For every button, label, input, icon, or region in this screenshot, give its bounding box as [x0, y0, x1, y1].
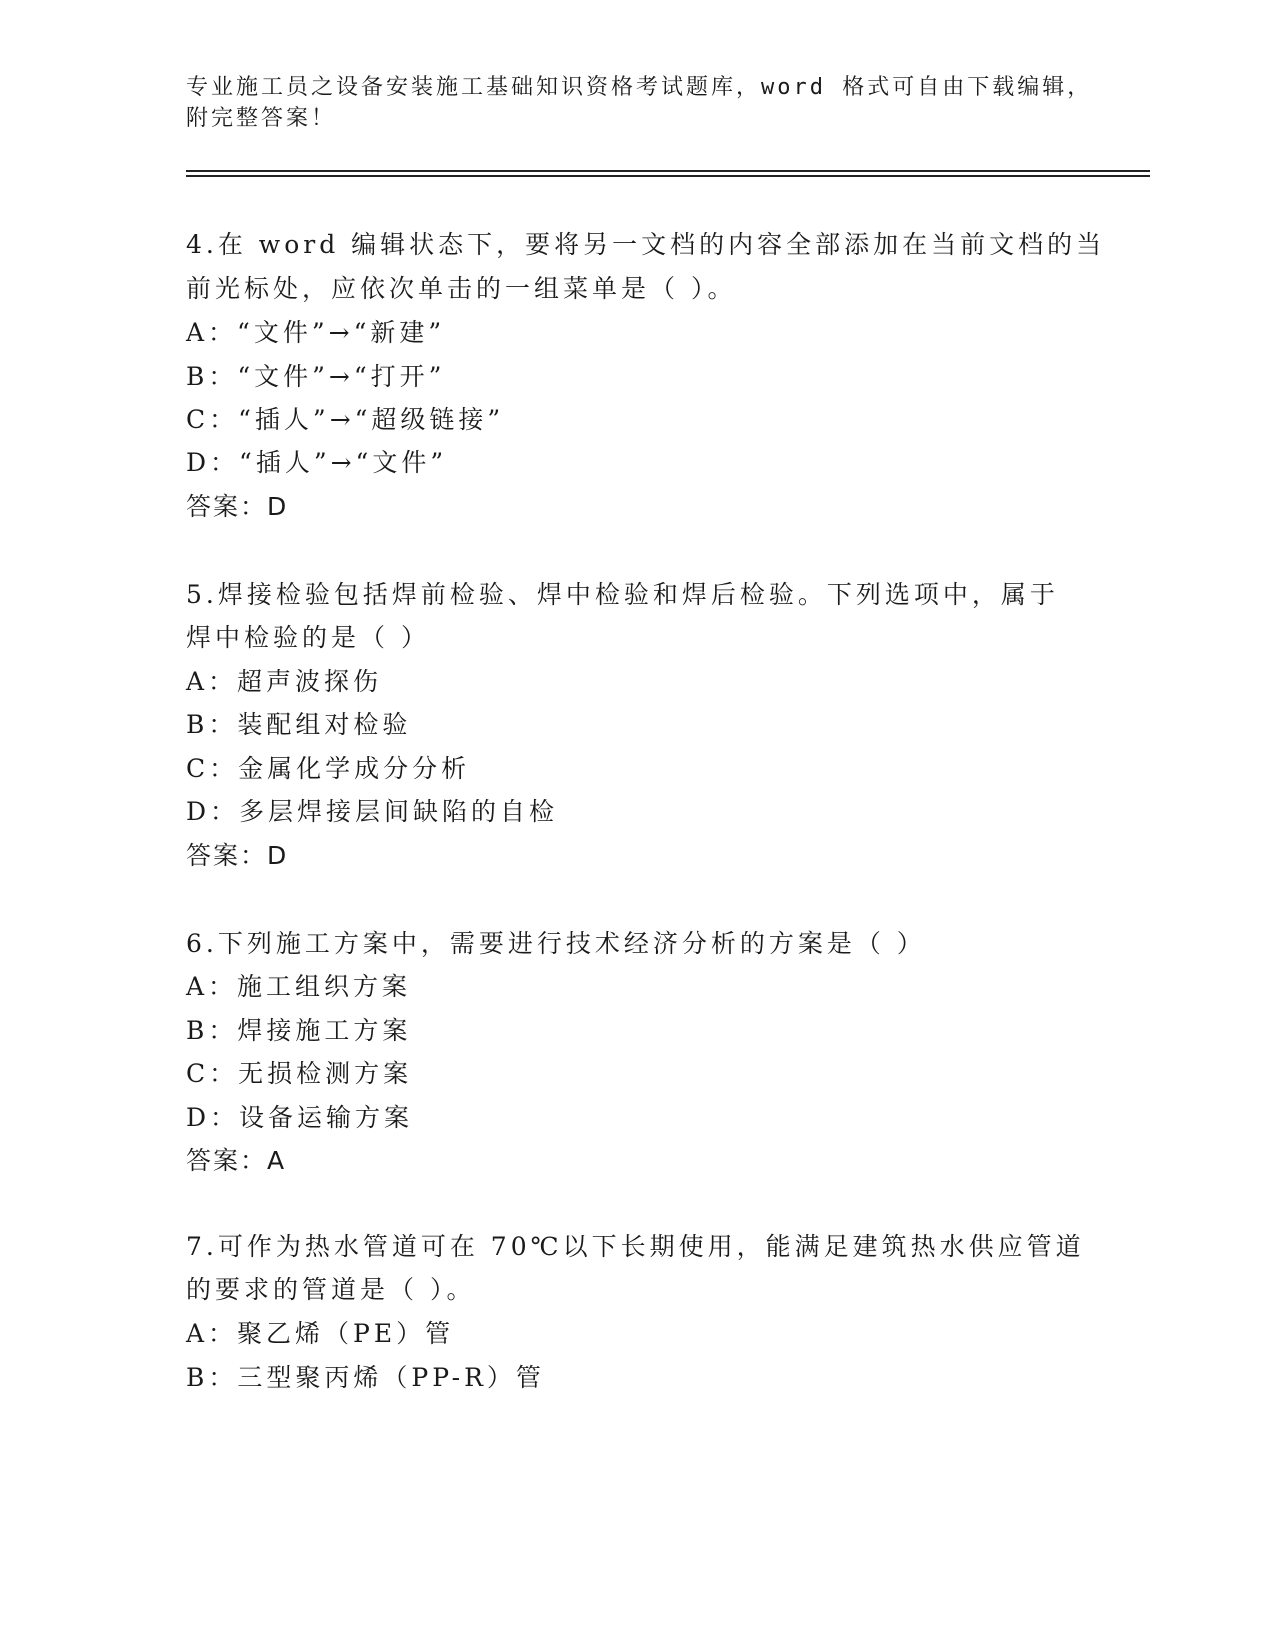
option-a: A：超声波探伤: [186, 667, 383, 696]
question-stem-line-2: 的要求的管道是（ ）。: [186, 1275, 476, 1304]
question-stem-line-2: 前光标处，应依次单击的一组菜单是（ ）。: [186, 274, 737, 303]
question-stem-line-1: 4.在 word 编辑状态下，要将另一文档的内容全部添加在当前文档的当: [186, 230, 1106, 259]
option-d: D：“插人”→“文件”: [186, 448, 448, 477]
option-b: B：“文件”→“打开”: [186, 362, 446, 391]
option-c: C：金属化学成分分析: [186, 754, 471, 783]
question-stem-line-1: 6.下列施工方案中，需要进行技术经济分析的方案是（ ）: [186, 929, 926, 958]
question-stem-line-2: 焊中检验的是（ ）: [186, 623, 430, 652]
answer: 答案：A: [186, 1146, 287, 1175]
header-line-1: 专业施工员之设备安装施工基础知识资格考试题库，word 格式可自由下载编辑，: [186, 75, 1093, 100]
question-stem-line-1: 7.可作为热水管道可在 70℃以下长期使用，能满足建筑热水供应管道: [186, 1232, 1085, 1261]
question-stem-line-1: 5.焊接检验包括焊前检验、焊中检验和焊后检验。下列选项中，属于: [186, 580, 1059, 609]
option-b: B：三型聚丙烯（PP-R）管: [186, 1363, 545, 1392]
option-c: C：无损检测方案: [186, 1059, 413, 1088]
option-d: D：设备运输方案: [186, 1103, 414, 1132]
option-a: A：聚乙烯（PE）管: [186, 1319, 455, 1348]
option-b: B：焊接施工方案: [186, 1016, 412, 1045]
header-line-2: 附完整答案！: [186, 106, 337, 131]
answer: 答案：D: [186, 841, 289, 870]
option-a: A：施工组织方案: [186, 972, 412, 1001]
answer: 答案：D: [186, 492, 289, 521]
option-d: D：多层焊接层间缺陷的自检: [186, 797, 559, 826]
option-b: B：装配组对检验: [186, 710, 412, 739]
header-rule-top: [186, 170, 1150, 172]
option-c: C：“插人”→“超级链接”: [186, 405, 505, 434]
header-rule-bottom: [186, 175, 1150, 177]
option-a: A：“文件”→“新建”: [186, 318, 446, 347]
